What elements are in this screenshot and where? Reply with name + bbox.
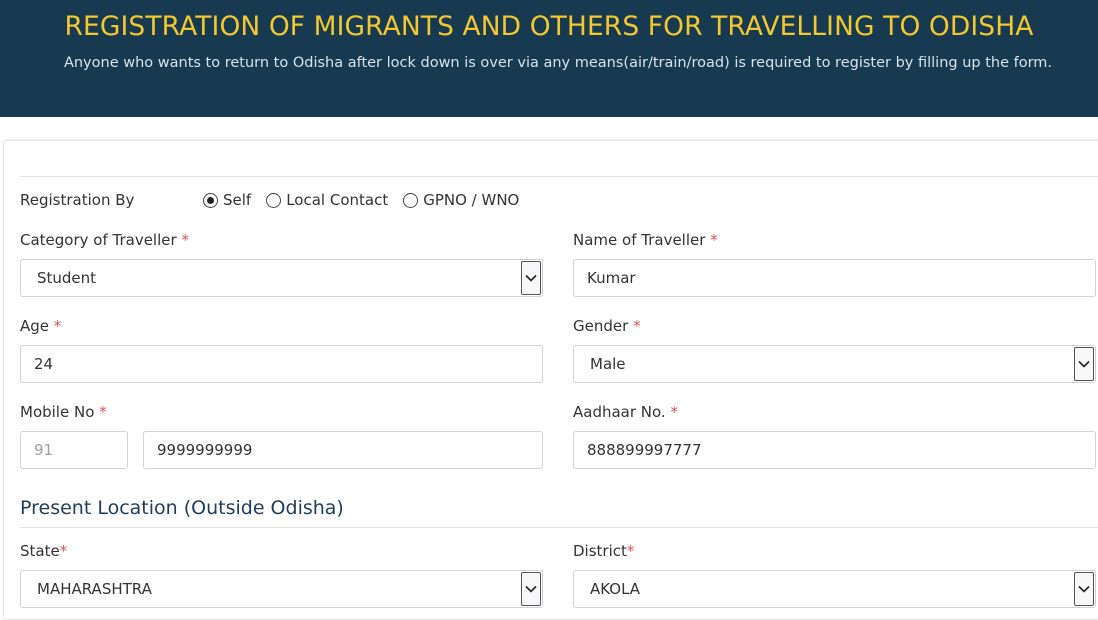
radio-local-contact-label[interactable]: Local Contact	[286, 191, 389, 209]
country-code-input[interactable]	[20, 431, 128, 469]
mobile-label	[20, 403, 107, 421]
chevron-down-icon[interactable]	[1074, 347, 1094, 381]
present-location-heading: Present Location (Outside Odisha)	[20, 497, 344, 519]
radio-button-icon[interactable]	[266, 193, 281, 208]
radio-gpno-wno[interactable]	[403, 191, 519, 209]
age-value: 24	[34, 355, 54, 373]
required-marker: *	[633, 317, 641, 335]
gender-label	[573, 317, 641, 335]
radio-self[interactable]	[203, 191, 251, 209]
age-label	[20, 317, 61, 335]
chevron-down-icon[interactable]	[1074, 572, 1094, 606]
state-select[interactable]	[20, 570, 543, 608]
page-subtitle: Anyone who wants to return to Odisha after lock down is over via any means(air/train/road) is required to register by filling up the form.	[63, 55, 1053, 71]
chevron-down-icon[interactable]	[521, 572, 541, 606]
district-label-text: District	[573, 542, 627, 560]
required-marker: *	[626, 542, 635, 560]
aadhaar-value: 888899997777	[587, 441, 702, 459]
radio-self-label[interactable]: Self	[223, 191, 252, 209]
mobile-input[interactable]	[143, 431, 543, 469]
country-code-value: 91	[34, 441, 54, 459]
category-select[interactable]	[20, 259, 543, 297]
required-marker: *	[99, 403, 107, 421]
page-title: REGISTRATION OF MIGRANTS AND OTHERS FOR TRAVELLING TO ODISHA	[64, 11, 1034, 42]
state-label-text: State	[20, 542, 60, 560]
state-value: MAHARASHTRA	[37, 580, 152, 598]
page-header	[0, 0, 1098, 117]
gender-select[interactable]	[573, 345, 1096, 383]
required-marker: *	[181, 231, 189, 249]
required-marker: *	[53, 317, 62, 335]
category-label-text: Category of Traveller	[20, 231, 177, 249]
aadhaar-input[interactable]	[573, 431, 1096, 469]
radio-local-contact[interactable]	[266, 191, 388, 209]
district-value: AKOLA	[590, 580, 641, 598]
aadhaar-label-text: Aadhaar No.	[573, 403, 666, 421]
registration-by-label: Registration By	[20, 191, 135, 209]
gender-value: Male	[590, 355, 626, 373]
name-value: Kumar	[587, 269, 636, 287]
mobile-value: 9999999999	[157, 441, 253, 459]
category-value: Student	[37, 269, 97, 287]
required-marker: *	[670, 403, 678, 421]
name-label	[573, 231, 718, 249]
age-label-text: Age	[20, 317, 50, 335]
mobile-label-text: Mobile No	[20, 403, 95, 421]
state-label	[20, 542, 67, 560]
radio-gpno-wno-label[interactable]: GPNO / WNO	[423, 191, 520, 209]
district-select[interactable]	[573, 570, 1096, 608]
form-top-divider	[20, 176, 1098, 177]
aadhaar-label	[573, 403, 678, 421]
name-label-text: Name of Traveller	[573, 231, 706, 249]
registration-by-radio-group	[203, 189, 534, 211]
name-input[interactable]	[573, 259, 1096, 297]
category-label	[20, 231, 189, 249]
required-marker: *	[710, 231, 718, 249]
required-marker: *	[59, 542, 68, 560]
radio-button-icon[interactable]	[403, 193, 418, 208]
gender-label-text: Gender	[573, 317, 629, 335]
section-divider	[20, 527, 1098, 528]
radio-button-icon[interactable]	[203, 193, 218, 208]
chevron-down-icon[interactable]	[521, 261, 541, 295]
district-label	[573, 542, 634, 560]
age-input[interactable]	[20, 345, 543, 383]
